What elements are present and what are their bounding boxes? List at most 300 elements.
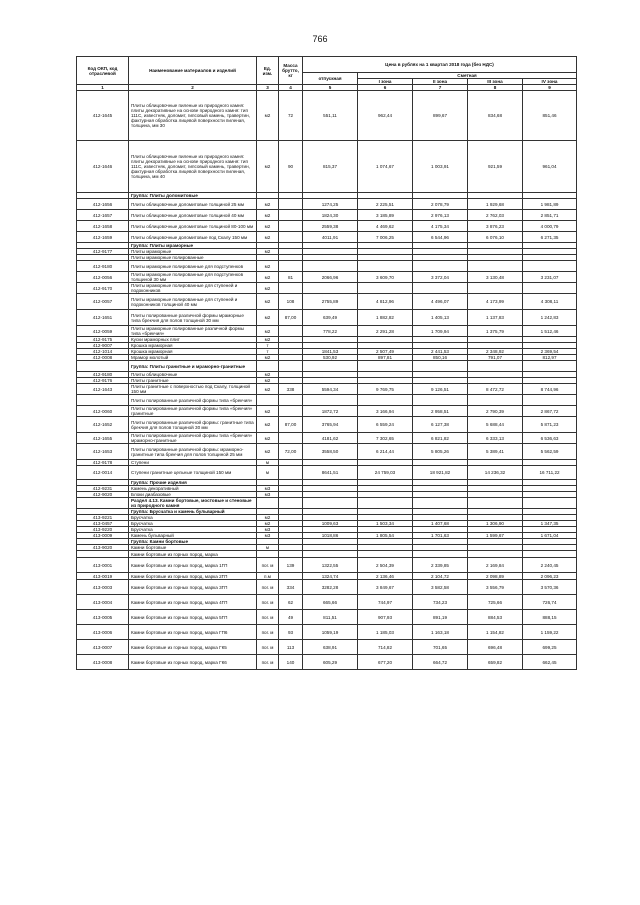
zone-4-price-cell: 1 159,22: [523, 625, 577, 640]
zone-1-price-cell: 1 185,03: [358, 625, 413, 640]
unit-cell: м2: [257, 337, 279, 343]
mass-cell: [279, 232, 303, 243]
mass-cell: [279, 466, 303, 480]
column-index: 8: [468, 85, 523, 91]
release-price-cell: 4011,91: [303, 232, 358, 243]
release-price-cell: 639,49: [303, 310, 358, 326]
unit-cell: м2: [257, 221, 279, 232]
name-cell: Плиты полированные различной формы типа «брекчия» гранитные: [129, 406, 257, 417]
unit-cell: пог. м: [257, 610, 279, 625]
zone-4-price-cell: 1 671,04: [523, 533, 577, 539]
zone-3-price-cell: 1 306,90: [468, 521, 523, 527]
name-cell: Ступени: [129, 460, 257, 466]
release-price-cell: 665,66: [303, 595, 358, 610]
release-price-cell: [303, 498, 358, 509]
header-zone-2: II зона: [413, 79, 468, 85]
zone-2-price-cell: 1 003,91: [413, 141, 468, 193]
zone-3-price-cell: 884,53: [468, 610, 523, 625]
code-cell: 412-9170: [77, 283, 129, 294]
zone-2-price-cell: 6 127,38: [413, 417, 468, 433]
table-row: [77, 417, 577, 433]
name-cell: Камни бортовые из горных пород, марка 3ГП: [129, 580, 257, 595]
column-index: 2: [129, 85, 257, 91]
mass-cell: [279, 361, 303, 372]
zone-4-price-cell: [523, 283, 577, 294]
unit-cell: м: [257, 466, 279, 480]
header-price-title: Цена в рублях на 1 квартал 2018 года (без НДС): [303, 57, 577, 73]
unit-cell: м2: [257, 406, 279, 417]
zone-4-price-cell: 1 242,83: [523, 310, 577, 326]
column-index: 7: [413, 85, 468, 91]
name-cell: Камень бульварный: [129, 533, 257, 539]
zone-1-price-cell: [358, 361, 413, 372]
zone-1-price-cell: [358, 261, 413, 272]
code-cell: 412-0008: [77, 355, 129, 361]
table-row: [77, 610, 577, 625]
table-row: [77, 91, 577, 141]
release-price-cell: 778,22: [303, 326, 358, 337]
zone-1-price-cell: 714,82: [358, 640, 413, 655]
name-cell: Плиты облицовочные пиленые из природного камня: плиты декоративные на основе природного камня: тип 111С, известняк, доломит, гипсовый камень, травертин, фактурная обработка лицевой поверхности пиленая, толщина, мм 40: [129, 141, 257, 193]
zone-3-price-cell: 2 790,39: [468, 406, 523, 417]
name-cell: Камни бортовые из горных пород, марка 4ГП: [129, 595, 257, 610]
table-row: [77, 355, 577, 361]
zone-3-price-cell: 791,07: [468, 355, 523, 361]
zone-3-price-cell: 1 375,79: [468, 326, 523, 337]
code-cell: 413-9220: [77, 527, 129, 533]
zone-3-price-cell: 1 137,83: [468, 310, 523, 326]
zone-4-price-cell: [523, 551, 577, 558]
zone-1-price-cell: 907,93: [358, 610, 413, 625]
code-cell: 412-9007: [77, 343, 129, 349]
code-cell: 412-9180: [77, 372, 129, 378]
zone-1-price-cell: [358, 498, 413, 509]
zone-1-price-cell: 6 559,24: [358, 417, 413, 433]
unit-cell: пог. м: [257, 625, 279, 640]
table-row: [77, 444, 577, 460]
code-cell: 412-1659: [77, 232, 129, 243]
mass-cell: 62: [279, 595, 303, 610]
zone-4-price-cell: [523, 498, 577, 509]
table-row: [77, 310, 577, 326]
mass-cell: 139: [279, 558, 303, 573]
unit-cell: м2: [257, 249, 279, 255]
code-cell: 412-9020: [77, 492, 129, 498]
mass-cell: [279, 283, 303, 294]
code-cell: 413-0008: [77, 655, 129, 670]
zone-1-price-cell: 2 504,39: [358, 558, 413, 573]
zone-1-price-cell: 1 503,34: [358, 521, 413, 527]
unit-cell: м2: [257, 326, 279, 337]
code-cell: 412-1655: [77, 433, 129, 444]
zone-1-price-cell: 2 507,49: [358, 349, 413, 355]
code-cell: 413-9221: [77, 515, 129, 521]
code-cell: 412-0056: [77, 272, 129, 283]
zone-3-price-cell: 1 154,82: [468, 625, 523, 640]
zone-2-price-cell: 4 175,34: [413, 221, 468, 232]
code-cell: 412-0059: [77, 326, 129, 337]
code-cell: 413-0003: [77, 580, 129, 595]
unit-cell: м2: [257, 444, 279, 460]
unit-cell: [257, 395, 279, 406]
zone-4-price-cell: 812,97: [523, 355, 577, 361]
zone-2-price-cell: 6 544,96: [413, 232, 468, 243]
release-price-cell: 3558,50: [303, 444, 358, 460]
zone-3-price-cell: 8 472,72: [468, 384, 523, 395]
name-cell: Группа: Плиты доломитовые: [129, 193, 257, 199]
zone-1-price-cell: 3 185,89: [358, 210, 413, 221]
release-price-cell: [303, 261, 358, 272]
name-cell: Крошка мраморная: [129, 349, 257, 355]
release-price-cell: 2559,38: [303, 221, 358, 232]
zone-2-price-cell: 850,16: [413, 355, 468, 361]
name-cell: Камни бортовые из горных пород, марка ГК5: [129, 640, 257, 655]
zone-4-price-cell: 2 851,71: [523, 210, 577, 221]
column-index: 4: [279, 85, 303, 91]
code-cell: 413-0009: [77, 533, 129, 539]
header-zone-3: III зона: [468, 79, 523, 85]
table-row: [77, 326, 577, 337]
release-price-cell: 551,11: [303, 91, 358, 141]
release-price-cell: 530,92: [303, 355, 358, 361]
code-cell: 413-0019: [77, 573, 129, 580]
zone-2-price-cell: 701,65: [413, 640, 468, 655]
zone-3-price-cell: 1 929,68: [468, 199, 523, 210]
unit-cell: [257, 551, 279, 558]
code-cell: 413-0007: [77, 640, 129, 655]
table-row: [77, 595, 577, 610]
zone-3-price-cell: 4 173,99: [468, 294, 523, 310]
zone-1-price-cell: 897,81: [358, 355, 413, 361]
mass-cell: [279, 221, 303, 232]
zone-1-price-cell: [358, 395, 413, 406]
unit-cell: м2: [257, 199, 279, 210]
mass-cell: 338: [279, 384, 303, 395]
zone-3-price-cell: 6 076,10: [468, 232, 523, 243]
code-cell: 412-9177: [77, 249, 129, 255]
zone-1-price-cell: 2 225,51: [358, 199, 413, 210]
name-cell: Группа: Плиты мраморные: [129, 243, 257, 249]
zone-4-price-cell: 699,25: [523, 640, 577, 655]
name-cell: Камни бортовые из горных пород, марка 2ГП: [129, 573, 257, 580]
table-row: [77, 521, 577, 527]
table-row: [77, 141, 577, 193]
code-cell: 412-1657: [77, 210, 129, 221]
zone-3-price-cell: 696,48: [468, 640, 523, 655]
zone-4-price-cell: 851,46: [523, 91, 577, 141]
table-row: [77, 573, 577, 580]
unit-cell: м2: [257, 372, 279, 378]
zone-2-price-cell: 899,67: [413, 91, 468, 141]
column-index: 9: [523, 85, 577, 91]
zone-4-price-cell: 2 369,54: [523, 349, 577, 355]
code-cell: 413-0457: [77, 521, 129, 527]
table-row: [77, 433, 577, 444]
zone-1-price-cell: 3 166,94: [358, 406, 413, 417]
release-price-cell: 4181,62: [303, 433, 358, 444]
table-row: [77, 384, 577, 395]
zone-4-price-cell: 6 271,35: [523, 232, 577, 243]
zone-3-price-cell: 2 348,92: [468, 349, 523, 355]
zone-2-price-cell: 6 821,82: [413, 433, 468, 444]
name-cell: Брусчатка: [129, 515, 257, 521]
unit-cell: м: [257, 545, 279, 551]
code-cell: [77, 361, 129, 372]
zone-1-price-cell: [358, 283, 413, 294]
code-cell: 413-0001: [77, 558, 129, 573]
zone-3-price-cell: 3 130,48: [468, 272, 523, 283]
name-cell: Плиты мраморные полированные для ступеней и подоконников толщиной 40 мм: [129, 294, 257, 310]
name-cell: Раздел 4.13. Камни бортовые, мостовые и стеновые из природного камня: [129, 498, 257, 509]
mass-cell: [279, 395, 303, 406]
code-cell: 412-9180: [77, 261, 129, 272]
price-table: [76, 56, 577, 670]
zone-2-price-cell: 2 078,79: [413, 199, 468, 210]
zone-3-price-cell: 6 333,13: [468, 433, 523, 444]
table-row: [77, 558, 577, 573]
zone-3-price-cell: [468, 551, 523, 558]
name-cell: Плиты мраморные полированные для ступеней и подоконников: [129, 283, 257, 294]
mass-cell: [279, 406, 303, 417]
zone-1-price-cell: 4 469,62: [358, 221, 413, 232]
code-cell: 412-1645: [77, 91, 129, 141]
zone-4-price-cell: 888,15: [523, 610, 577, 625]
mass-cell: [279, 498, 303, 509]
code-cell: 412-0014: [77, 466, 129, 480]
mass-cell: 49: [279, 610, 303, 625]
zone-2-price-cell: 891,19: [413, 610, 468, 625]
mass-cell: 87,00: [279, 417, 303, 433]
release-price-cell: [303, 361, 358, 372]
zone-3-price-cell: 5 389,41: [468, 444, 523, 460]
mass-cell: 72,00: [279, 444, 303, 460]
zone-4-price-cell: 16 711,22: [523, 466, 577, 480]
unit-cell: м2: [257, 210, 279, 221]
name-cell: Камни бортовые: [129, 545, 257, 551]
unit-cell: т: [257, 349, 279, 355]
release-price-cell: 605,29: [303, 655, 358, 670]
mass-cell: [279, 551, 303, 558]
unit-cell: м2: [257, 283, 279, 294]
zone-1-price-cell: 3 849,67: [358, 580, 413, 595]
zone-4-price-cell: 726,74: [523, 595, 577, 610]
code-cell: 412-1014: [77, 349, 129, 355]
zone-4-price-cell: 1 512,46: [523, 326, 577, 337]
unit-cell: м2: [257, 355, 279, 361]
zone-4-price-cell: 2 867,72: [523, 406, 577, 417]
table-row: [77, 349, 577, 355]
zone-1-price-cell: 24 759,03: [358, 466, 413, 480]
zone-3-price-cell: 1 599,67: [468, 533, 523, 539]
zone-4-price-cell: 3 570,36: [523, 580, 577, 595]
table-row: [77, 551, 577, 558]
zone-4-price-cell: 1 981,89: [523, 199, 577, 210]
table-row: [77, 655, 577, 670]
code-cell: 413-0004: [77, 595, 129, 610]
code-cell: [77, 395, 129, 406]
zone-3-price-cell: 659,82: [468, 655, 523, 670]
name-cell: Плиты полированные различной формы типа «брекчия» мраморно-гранитные: [129, 433, 257, 444]
zone-2-price-cell: [413, 283, 468, 294]
code-cell: 412-9231: [77, 486, 129, 492]
mass-cell: 334: [279, 580, 303, 595]
mass-cell: 108: [279, 294, 303, 310]
mass-cell: 93: [279, 625, 303, 640]
mass-cell: 140: [279, 655, 303, 670]
zone-1-price-cell: 9 769,75: [358, 384, 413, 395]
release-price-cell: 1824,30: [303, 210, 358, 221]
unit-cell: пог. м: [257, 655, 279, 670]
release-price-cell: 1324,74: [303, 573, 358, 580]
zone-4-price-cell: 3 231,07: [523, 272, 577, 283]
unit-cell: м: [257, 460, 279, 466]
group-row: [77, 361, 577, 372]
code-cell: 412-1653: [77, 444, 129, 460]
table-row: [77, 210, 577, 221]
code-cell: 412-0060: [77, 406, 129, 417]
mass-cell: 113: [279, 640, 303, 655]
release-price-cell: [303, 551, 358, 558]
unit-cell: м2: [257, 515, 279, 521]
unit-cell: пог. м: [257, 640, 279, 655]
table-body: [77, 91, 577, 670]
table-row: [77, 272, 577, 283]
code-cell: 412-1643: [77, 384, 129, 395]
name-cell: Плиты мраморные полированные: [129, 255, 257, 261]
unit-cell: м2: [257, 232, 279, 243]
name-cell: Группа: Брусчатка и камень бульварный: [129, 509, 257, 515]
mass-cell: [279, 210, 303, 221]
code-cell: 412-9178: [77, 460, 129, 466]
zone-1-price-cell: 7 302,65: [358, 433, 413, 444]
column-index: 5: [303, 85, 358, 91]
zone-2-price-cell: 1 709,94: [413, 326, 468, 337]
name-cell: Плиты мраморные: [129, 249, 257, 255]
release-price-cell: 2066,96: [303, 272, 358, 283]
table-row: [77, 533, 577, 539]
unit-cell: [257, 361, 279, 372]
unit-cell: м2: [257, 521, 279, 527]
unit-cell: пог. м: [257, 580, 279, 595]
code-cell: [77, 498, 129, 509]
name-cell: Плиты гранитные: [129, 378, 257, 384]
zone-4-price-cell: [523, 395, 577, 406]
table-row: [77, 406, 577, 417]
unit-cell: м2: [257, 91, 279, 141]
unit-cell: пог. м: [257, 558, 279, 573]
zone-1-price-cell: 6 214,44: [358, 444, 413, 460]
release-price-cell: 8641,51: [303, 466, 358, 480]
code-cell: 413-9020: [77, 545, 129, 551]
column-index: 6: [358, 85, 413, 91]
unit-cell: м2: [257, 384, 279, 395]
unit-cell: м2: [257, 417, 279, 433]
name-cell: Группа: Камни бортовые: [129, 539, 257, 545]
release-price-cell: 811,51: [303, 610, 358, 625]
zone-2-price-cell: 1 701,63: [413, 533, 468, 539]
zone-2-price-cell: [413, 361, 468, 372]
zone-4-price-cell: 4 000,79: [523, 221, 577, 232]
zone-1-price-cell: [358, 551, 413, 558]
zone-2-price-cell: 2 104,72: [413, 573, 468, 580]
table-header: [77, 57, 577, 91]
mass-cell: [279, 326, 303, 337]
name-cell: Брусчатка: [129, 527, 257, 533]
name-cell: Плиты облицовочные доломитовые под Скалу 150 мм: [129, 232, 257, 243]
table-row: [77, 232, 577, 243]
name-cell: Плиты полированные различной формы типа «брекчия»: [129, 395, 257, 406]
header-release: отпускная: [303, 73, 358, 85]
table-row: [77, 199, 577, 210]
zone-2-price-cell: 664,72: [413, 655, 468, 670]
zone-2-price-cell: 5 805,26: [413, 444, 468, 460]
unit-cell: м3: [257, 533, 279, 539]
mass-cell: [279, 199, 303, 210]
release-price-cell: 1841,53: [303, 349, 358, 355]
zone-1-price-cell: 4 812,96: [358, 294, 413, 310]
code-cell: 412-9176: [77, 378, 129, 384]
zone-3-price-cell: 3 876,23: [468, 221, 523, 232]
zone-1-price-cell: 677,20: [358, 655, 413, 670]
mass-cell: 90: [279, 141, 303, 193]
zone-4-price-cell: 2 096,23: [523, 573, 577, 580]
release-price-cell: 1018,86: [303, 533, 358, 539]
zone-4-price-cell: 662,45: [523, 655, 577, 670]
name-cell: Куски мраморных плит: [129, 337, 257, 343]
header-zone-4: IV зона: [523, 79, 577, 85]
zone-1-price-cell: 744,97: [358, 595, 413, 610]
name-cell: Ступени гранитные цельные толщиной 150 мм: [129, 466, 257, 480]
zone-3-price-cell: [468, 395, 523, 406]
release-price-cell: 3765,94: [303, 417, 358, 433]
mass-cell: [279, 433, 303, 444]
zone-4-price-cell: [523, 261, 577, 272]
unit-cell: м2: [257, 272, 279, 283]
name-cell: Камни бортовые из горных пород, марка ГК6: [129, 655, 257, 670]
name-cell: Камни бортовые из горных пород, марка 5ГП: [129, 610, 257, 625]
release-price-cell: 1059,19: [303, 625, 358, 640]
name-cell: Брусчатка: [129, 521, 257, 527]
zone-3-price-cell: 2 169,84: [468, 558, 523, 573]
name-cell: Группа: Прочие изделия: [129, 480, 257, 486]
zone-3-price-cell: [468, 361, 523, 372]
name-cell: Крошка мраморная: [129, 343, 257, 349]
unit-cell: м2: [257, 433, 279, 444]
zone-1-price-cell: 7 006,25: [358, 232, 413, 243]
header-unit: Ед. изм.: [257, 57, 279, 85]
name-cell: Плиты облицовочные доломитовые толщиной 40 мм: [129, 210, 257, 221]
mass-cell: 87,00: [279, 310, 303, 326]
zone-1-price-cell: 3 609,70: [358, 272, 413, 283]
name-cell: Плиты облицовочные: [129, 372, 257, 378]
zone-2-price-cell: 4 496,07: [413, 294, 468, 310]
zone-3-price-cell: 5 688,44: [468, 417, 523, 433]
name-cell: Плиты гранитные с поверхностью под Скалу, толщиной 150 мм: [129, 384, 257, 395]
zone-2-price-cell: 18 921,82: [413, 466, 468, 480]
code-cell: [77, 551, 129, 558]
table-row: [77, 294, 577, 310]
name-cell: Плиты облицовочные пиленые из природного камня: плиты декоративные на основе природного камня: тип 111С, известняк, доломит, гипсовый камень, травертин, фактурная обработка лицевой поверхности пиленая, толщина, мм 30: [129, 91, 257, 141]
zone-3-price-cell: 2 098,89: [468, 573, 523, 580]
table-row: [77, 580, 577, 595]
release-price-cell: 1009,63: [303, 521, 358, 527]
zone-4-price-cell: 961,04: [523, 141, 577, 193]
table-row: [77, 625, 577, 640]
zone-1-price-cell: 1 805,54: [358, 533, 413, 539]
unit-cell: м2: [257, 141, 279, 193]
table-row: [77, 221, 577, 232]
zone-2-price-cell: 2 976,13: [413, 210, 468, 221]
